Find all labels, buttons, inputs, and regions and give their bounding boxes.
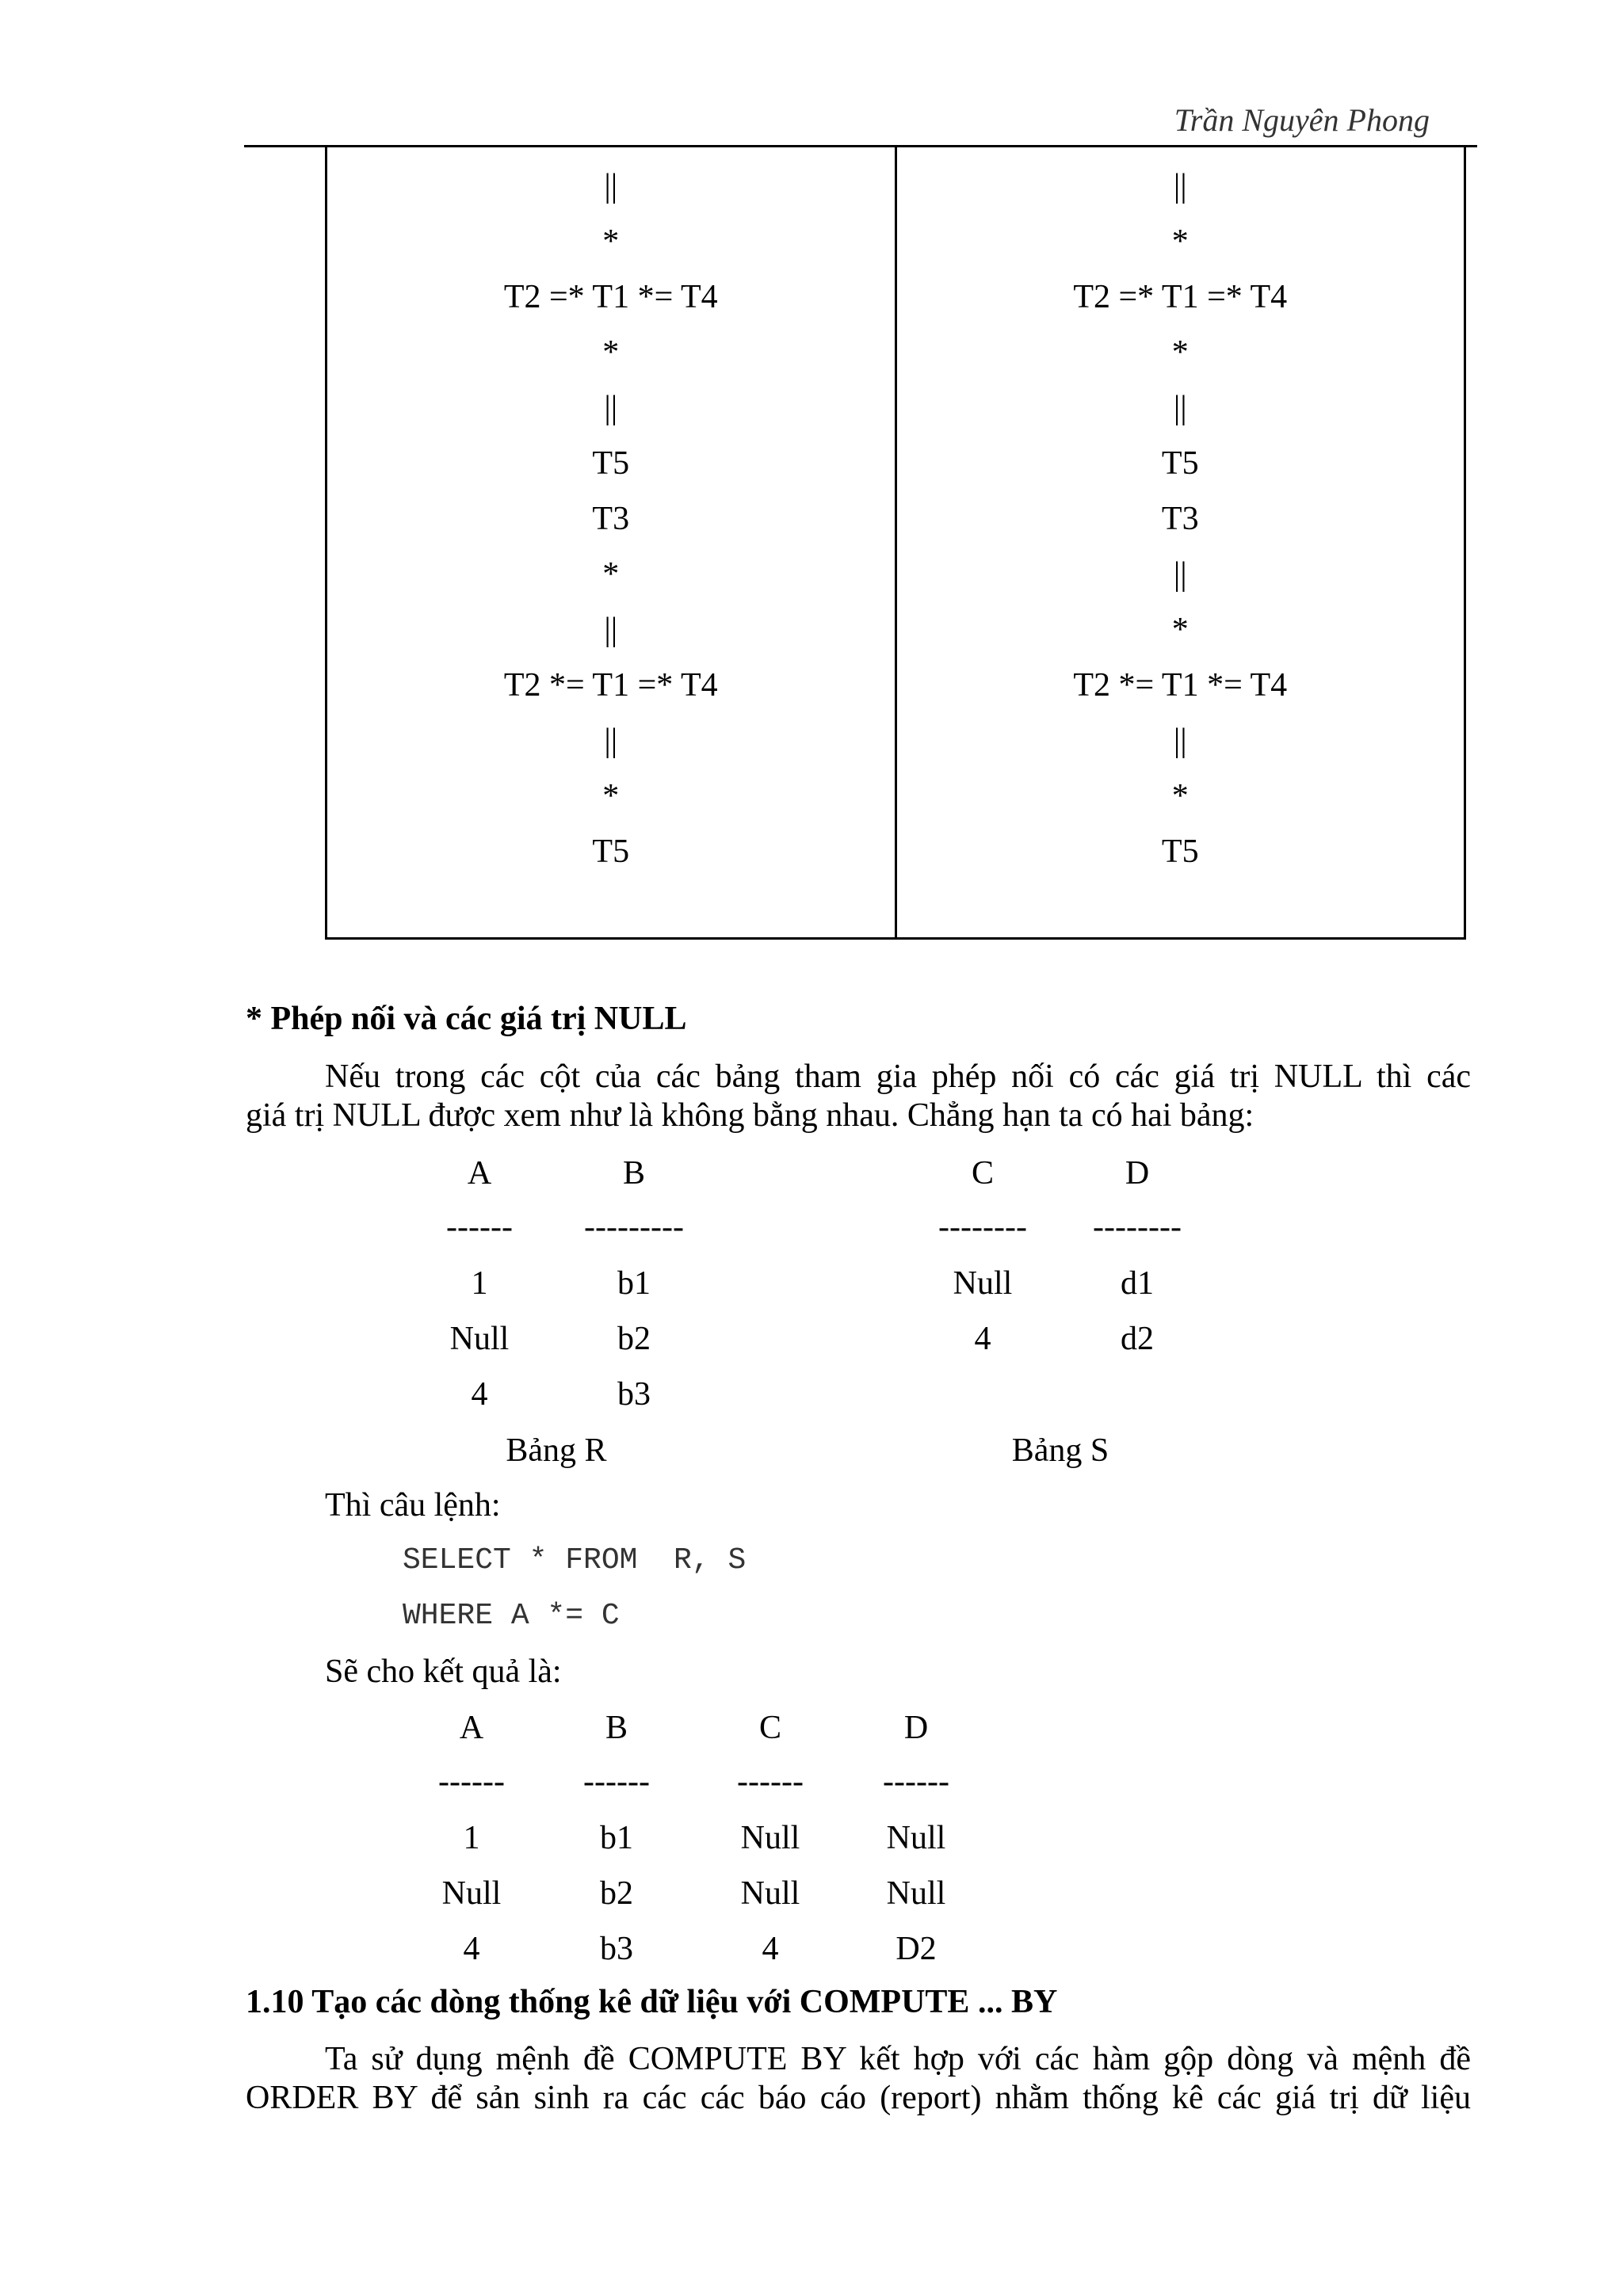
result-cell: 1 <box>463 1820 480 1856</box>
table-s-cell: 4 <box>974 1321 991 1357</box>
table-r-separator-b: --------- <box>584 1209 684 1245</box>
diagram-line: || <box>1173 390 1187 426</box>
result-header: C <box>758 1710 781 1746</box>
diagram-line: T5 <box>1161 833 1199 870</box>
diagram-line: T2 =* T1 *= T4 <box>503 279 718 315</box>
paragraph-compute-line1: Ta sử dụng mệnh đề COMPUTE BY kết hợp với các hàm gộp dòng và mệnh đề <box>325 2041 1471 2077</box>
table-r-header-a: A <box>467 1155 492 1192</box>
diagram-line: * <box>1171 223 1189 260</box>
diagram-line: T5 <box>592 445 630 482</box>
result-header: A <box>459 1710 484 1746</box>
result-cell: b3 <box>600 1931 633 1967</box>
diagram-line: || <box>604 390 618 426</box>
diagram-line: T2 *= T1 =* T4 <box>503 667 718 704</box>
table-r-caption: Bảng R <box>506 1432 607 1469</box>
table-s-cell: Null <box>953 1265 1013 1302</box>
diagram-line: * <box>602 556 620 593</box>
table-s-caption: Bảng S <box>1011 1432 1109 1469</box>
table-r-header-b: B <box>622 1155 645 1192</box>
diagram-line: || <box>604 612 618 648</box>
result-separator: ------ <box>583 1764 650 1800</box>
diagram-line: * <box>602 778 620 814</box>
result-cell: D2 <box>896 1931 937 1967</box>
diagram-line: * <box>602 334 620 371</box>
result-cell: b1 <box>600 1820 633 1856</box>
section-heading-compute: 1.10 Tạo các dòng thống kê dữ liệu với COMPUTE ... BY <box>246 1984 1058 2020</box>
table-s-header-d: D <box>1125 1155 1150 1192</box>
join-diagram-table <box>325 147 1466 940</box>
statement-intro: Thì câu lệnh: <box>325 1487 501 1524</box>
diagram-line: T2 *= T1 *= T4 <box>1073 667 1288 704</box>
paragraph-null-line2: giá trị NULL được xem như là không bằng nhau. Chẳng hạn ta có hai bảng: <box>246 1097 1254 1134</box>
diagram-line: * <box>1171 778 1189 814</box>
table-r-cell: b3 <box>617 1376 651 1413</box>
diagram-column-right <box>895 147 1465 937</box>
table-s-separator-c: -------- <box>938 1209 1027 1245</box>
result-cell: Null <box>740 1875 800 1912</box>
result-intro: Sẽ cho kết quả là: <box>325 1653 562 1690</box>
table-r-cell: 1 <box>471 1265 488 1302</box>
section-heading-null: * Phép nối và các giá trị NULL <box>246 1001 687 1037</box>
table-s-separator-d: -------- <box>1093 1209 1182 1245</box>
result-cell: b2 <box>600 1875 633 1912</box>
result-cell: Null <box>886 1875 946 1912</box>
result-separator: ------ <box>883 1764 949 1800</box>
result-header: D <box>903 1710 929 1746</box>
diagram-line: T5 <box>592 833 630 870</box>
table-s-cell: d2 <box>1121 1321 1154 1357</box>
diagram-line: * <box>1171 612 1189 648</box>
diagram-column-left <box>327 147 895 937</box>
table-s-header-c: C <box>971 1155 994 1192</box>
diagram-line: * <box>602 223 620 260</box>
result-cell: 4 <box>762 1931 779 1967</box>
diagram-line: || <box>604 168 618 204</box>
table-r-cell: Null <box>449 1321 510 1357</box>
result-cell: 4 <box>463 1931 480 1967</box>
result-cell: Null <box>441 1875 502 1912</box>
diagram-line: || <box>604 723 618 759</box>
result-separator: ------ <box>438 1764 505 1800</box>
page-header-author: Trần Nguyên Phong <box>1174 102 1430 138</box>
diagram-line: || <box>1173 723 1187 759</box>
sql-line-2: WHERE A *= C <box>403 1599 620 1633</box>
table-r-cell: 4 <box>471 1376 488 1413</box>
paragraph-null-line1: Nếu trong các cột của các bảng tham gia phép nối có các giá trị NULL thì các <box>325 1058 1471 1095</box>
result-separator: ------ <box>737 1764 804 1800</box>
result-cell: Null <box>740 1820 800 1856</box>
diagram-line: T5 <box>1161 445 1199 482</box>
table-r-separator-a: ------ <box>446 1209 513 1245</box>
sql-line-1: SELECT * FROM R, S <box>403 1543 747 1577</box>
diagram-line: * <box>1171 334 1189 371</box>
diagram-line: T3 <box>1161 501 1199 537</box>
diagram-line: T2 =* T1 =* T4 <box>1073 279 1288 315</box>
table-r-cell: b2 <box>617 1321 651 1357</box>
diagram-line: || <box>1173 556 1187 593</box>
table-r-cell: b1 <box>617 1265 651 1302</box>
diagram-line: || <box>1173 168 1187 204</box>
result-cell: Null <box>886 1820 946 1856</box>
paragraph-compute-line2: ORDER BY để sản sinh ra các các báo cáo (report) nhằm thống kê các giá trị dữ liệu <box>246 2080 1471 2116</box>
table-s-cell: d1 <box>1121 1265 1154 1302</box>
result-header: B <box>605 1710 628 1746</box>
diagram-line: T3 <box>592 501 630 537</box>
